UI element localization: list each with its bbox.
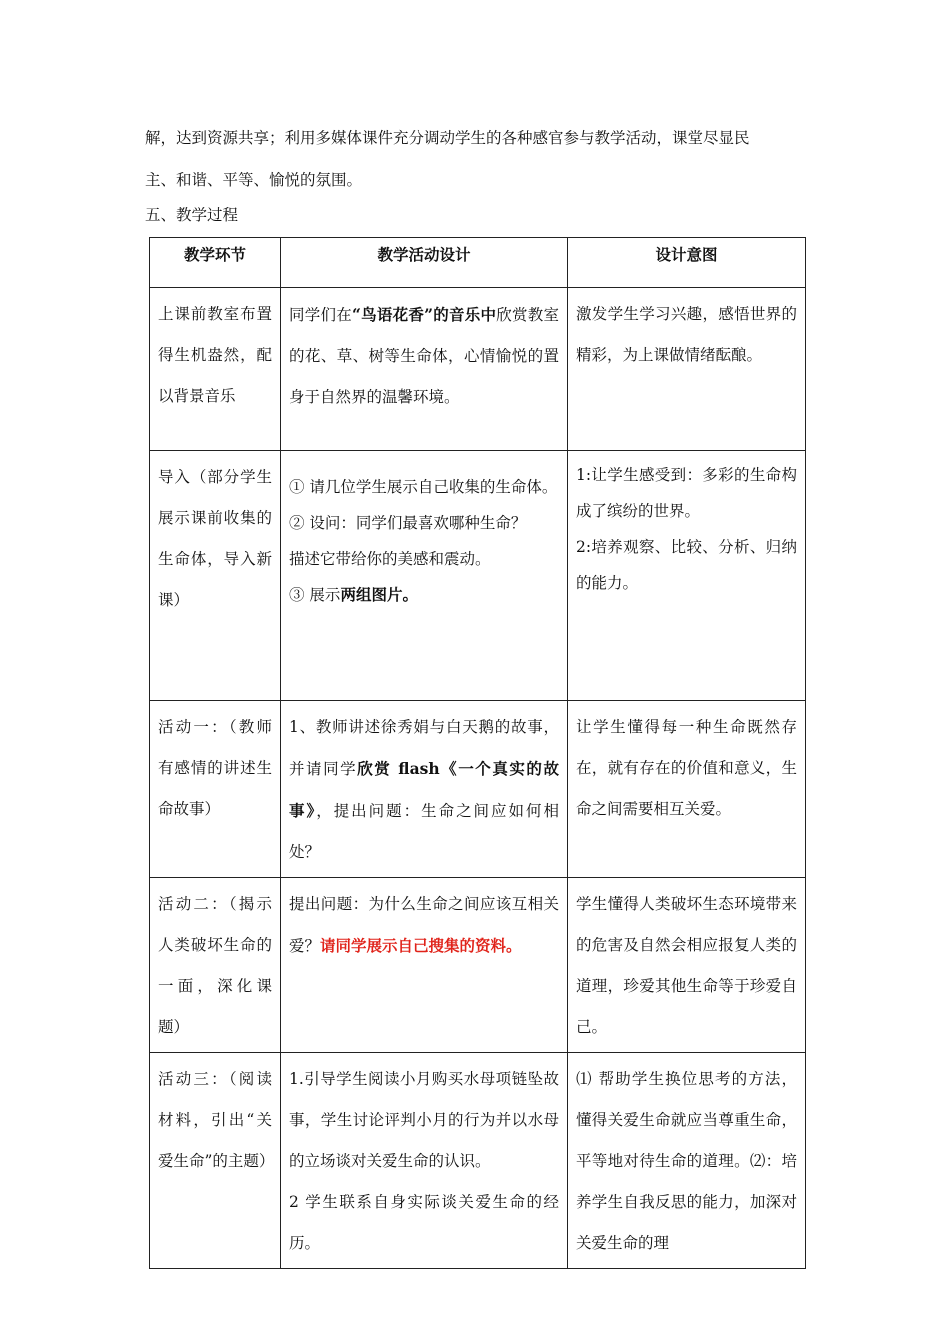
activity-text-cont: 欣赏教室的花、草、树等生命体，心情愉悦的置身于自然界的温馨环境。 <box>289 306 559 406</box>
stage-cell: 活动一：（教师有感情的讲述生命故事） <box>150 701 281 878</box>
header-intent: 设计意图 <box>568 238 806 288</box>
section-title: 五、教学过程 <box>145 206 239 224</box>
activity-text: 1、教师讲述徐秀娟与白天鹅的故事，并请同学 <box>289 718 559 778</box>
activity-cell <box>281 878 568 1053</box>
intent-cell: 让学生懂得每一种生命既然存在，就有存在的价值和意义，生命之间需要相互关爱。 <box>568 701 806 878</box>
activity-cell <box>281 451 568 701</box>
intent-cell: 激发学生学习兴趣，感悟世界的精彩，为上课做情绪酝酿。 <box>568 288 806 451</box>
intent-point-2: 2:培养观察、比较、分析、归纳的能力。 <box>576 538 797 592</box>
activity-step-2-cont: 描述它带给你的美感和震动。 <box>289 550 491 568</box>
activity-step-3-text: ③ 展示 <box>289 586 341 604</box>
stage-cell: 上课前教室布置得生机盎然，配以背景音乐 <box>150 288 281 451</box>
activity-text: 提出问题：为什么生命之间应该互相关爱？ <box>289 895 559 955</box>
activity-text: 同学们在 <box>289 306 352 324</box>
activity-bold-text: “鸟语花香”的音乐中 <box>351 305 497 324</box>
activity-text-cont: ，提出问题：生命之间应如何相处？ <box>289 802 559 861</box>
table-row <box>150 288 806 451</box>
intent-cell <box>568 451 806 701</box>
activity-step-3-bold: 两组图片。 <box>340 585 418 604</box>
activity-red-text: 请同学展示自己搜集的资料。 <box>320 936 522 955</box>
activity-step-3 <box>289 577 559 613</box>
table-row <box>150 1053 806 1269</box>
activity-step-2: 2 学生联系自身实际谈关爱生命的经历。 <box>289 1193 559 1252</box>
activity-cell <box>281 1053 568 1269</box>
intro-line-2: 主、和谐、平等、愉悦的氛围。 <box>145 171 363 189</box>
stage-cell: 活动三：（阅读材料，引出“关爱生命”的主题） <box>150 1053 281 1269</box>
teaching-process-table <box>149 237 806 1269</box>
table-header-row <box>150 238 806 288</box>
table-row <box>150 878 806 1053</box>
table-row <box>150 451 806 701</box>
table-row <box>150 701 806 878</box>
activity-step-1: ① 请几位学生展示自己收集的生命体。 <box>289 478 558 496</box>
intro-line-1: 解，达到资源共享；利用多媒体课件充分调动学生的各种感官参与教学活动，课堂尽显民 <box>145 129 750 147</box>
stage-cell: 导入（部分学生展示课前收集的生命体，导入新课） <box>150 451 281 701</box>
activity-bold-text: 欣赏 flash《一个真实的故事》 <box>289 759 559 820</box>
header-stage: 教学环节 <box>150 238 281 288</box>
intent-cell: ⑴ 帮助学生换位思考的方法，懂得关爱生命就应当尊重生命，平等地对待生命的道理。⑵：培养学生自我反思的能力，加深对关爱生命的理 <box>568 1053 806 1269</box>
activity-step-2: ② 设问：同学们最喜欢哪种生命？ <box>289 514 527 532</box>
activity-cell <box>281 701 568 878</box>
activity-step-1: 1.引导学生阅读小月购买水母项链坠故事，学生讨论评判小月的行为并以水母的立场谈对关爱生命的认识。 <box>289 1070 559 1170</box>
stage-cell: 活动二：（揭示人类破坏生命的一面，深化课题） <box>150 878 281 1053</box>
intent-point-1: 1:让学生感受到：多彩的生命构成了缤纷的世界。 <box>576 466 797 520</box>
intent-cell: 学生懂得人类破坏生态环境带来的危害及自然会相应报复人类的道理，珍爱其他生命等于珍爱自己。 <box>568 878 806 1053</box>
activity-cell <box>281 288 568 451</box>
header-activity: 教学活动设计 <box>281 238 568 288</box>
